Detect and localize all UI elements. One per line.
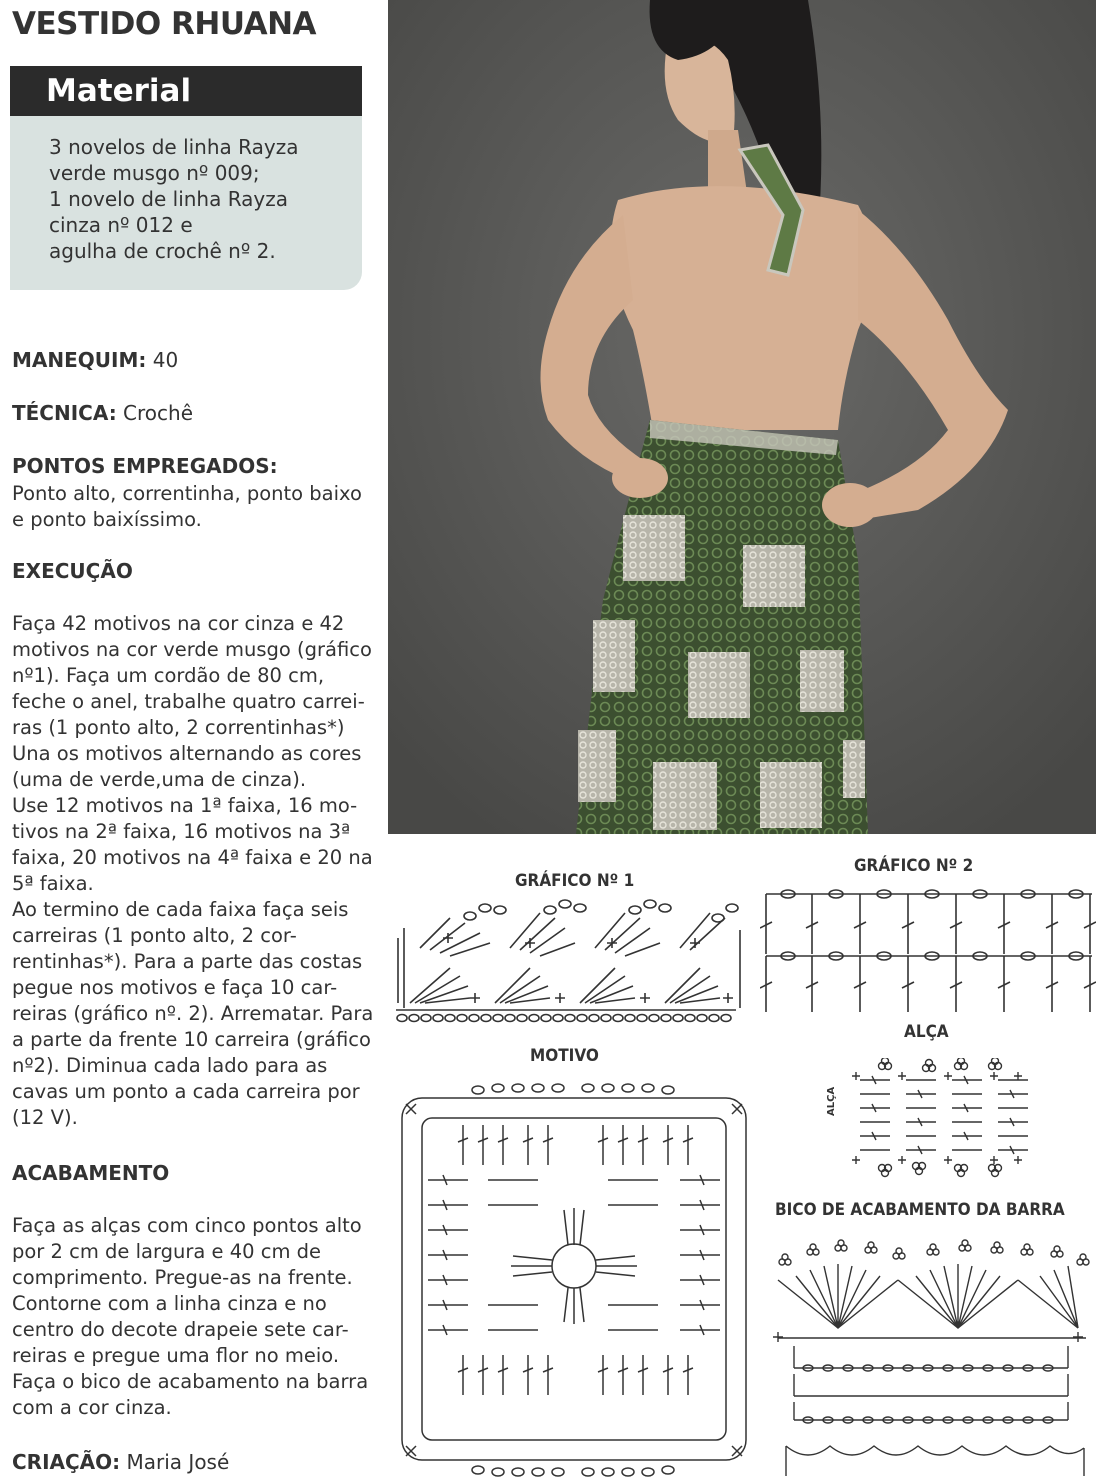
acabamento-heading: ACABAMENTO [12, 1161, 170, 1185]
execucao-line: motivos na cor verde musgo (gráfico [12, 638, 372, 661]
acabamento-line: Contorne com a linha cinza e no [12, 1292, 327, 1315]
execucao-line: feche o anel, trabalhe quatro carrei- [12, 690, 365, 713]
execucao-line: carreiras (1 ponto alto, 2 cor- [12, 924, 297, 947]
execucao-line: tivos na 2ª faixa, 16 motivos na 3ª [12, 820, 351, 843]
execucao-line: reiras (gráfico nº. 2). Arrematar. Para [12, 1002, 374, 1025]
material-heading: Material [10, 66, 362, 116]
acabamento-text [12, 1213, 372, 1421]
material-line: 3 novelos de linha Rayza [49, 135, 299, 159]
execucao-line: rentinhas*). Para a parte das costas [12, 950, 363, 973]
pontos-heading: PONTOS EMPREGADOS: [12, 454, 278, 478]
criacao [12, 1450, 229, 1474]
execucao-line: (uma de verde,uma de cinza). [12, 768, 307, 791]
material-box [10, 66, 362, 290]
criacao-label: CRIAÇÃO: [12, 1450, 121, 1474]
alca-title: ALÇA [904, 1022, 949, 1042]
grafico1-diagram [390, 898, 746, 1026]
tecnica [12, 401, 193, 425]
execucao-heading: EXECUÇÃO [12, 559, 133, 583]
page-title: VESTIDO RHUANA [12, 6, 317, 42]
motivo-title: MOTIVO [530, 1046, 599, 1066]
execucao-line: Ao termino de cada faixa faça seis [12, 898, 349, 921]
material-line: cinza nº 012 e [49, 213, 193, 237]
grafico1-title: GRÁFICO Nº 1 [515, 871, 635, 891]
grafico2-title: GRÁFICO Nº 2 [854, 856, 974, 876]
tecnica-label: TÉCNICA: [12, 401, 117, 425]
execucao-line: (12 V). [12, 1106, 78, 1129]
execucao-line: cavas um ponto a cada carreira por [12, 1080, 360, 1103]
model-photo-illustration [388, 0, 1096, 834]
material-line: verde musgo nº 009; [49, 161, 260, 185]
bico-title: BICO DE ACABAMENTO DA BARRA [775, 1200, 1065, 1220]
alca-diagram [846, 1058, 1036, 1178]
execucao-text [12, 611, 372, 1131]
criacao-value: Maria José [126, 1450, 230, 1474]
material-line: agulha de crochê nº 2. [49, 239, 276, 263]
acabamento-line: Faça as alças com cinco pontos alto [12, 1214, 362, 1237]
execucao-line: pegue nos motivos e faça 10 car- [12, 976, 338, 999]
execucao-line: faixa, 20 motivos na 4ª faixa e 20 na [12, 846, 373, 869]
pontos-text [12, 481, 372, 533]
execucao-line: nº1). Faça um cordão de 80 cm, [12, 664, 325, 687]
grafico2-diagram [760, 884, 1096, 1016]
execucao-line: a parte da frente 10 carreira (gráfico [12, 1028, 371, 1051]
execucao-line: Use 12 motivos na 1ª faixa, 16 mo- [12, 794, 358, 817]
tecnica-value: Crochê [123, 401, 194, 425]
pontos-line: e ponto baixíssimo. [12, 508, 202, 531]
execucao-line: ras (1 ponto alto, 2 correntinhas*) [12, 716, 345, 739]
acabamento-line: comprimento. Pregue-as na frente. [12, 1266, 353, 1289]
bico-diagram [768, 1236, 1092, 1480]
model-photo [388, 0, 1096, 834]
manequim-label: MANEQUIM: [12, 348, 147, 372]
motivo-diagram [388, 1080, 760, 1482]
material-line: 1 novelo de linha Rayza [49, 187, 289, 211]
manequim-value: 40 [152, 348, 179, 372]
alca-side-label: ALÇA [826, 1086, 837, 1116]
acabamento-line: Faça o bico de acabamento na barra [12, 1370, 369, 1393]
acabamento-line: por 2 cm de largura e 40 cm de [12, 1240, 322, 1263]
manequim [12, 348, 178, 372]
execucao-line: 5ª faixa. [12, 872, 94, 895]
execucao-line: nº2). Diminua cada lado para as [12, 1054, 328, 1077]
acabamento-line: com a cor cinza. [12, 1396, 172, 1419]
acabamento-line: centro do decote drapeie sete car- [12, 1318, 349, 1341]
acabamento-line: reiras e pregue uma flor no meio. [12, 1344, 340, 1367]
material-list [49, 134, 349, 264]
execucao-line: Una os motivos alternando as cores [12, 742, 362, 765]
pontos-line: Ponto alto, correntinha, ponto baixo [12, 482, 362, 505]
execucao-line: Faça 42 motivos na cor cinza e 42 [12, 612, 345, 635]
